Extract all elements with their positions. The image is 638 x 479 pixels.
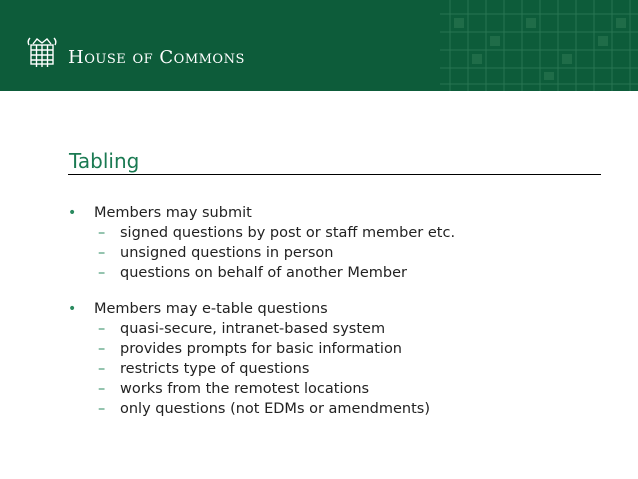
sub-item: – works from the remotest locations [98, 381, 370, 397]
sub-item: – signed questions by post or staff member etc. [98, 225, 456, 241]
slide-body [68, 203, 608, 435]
house-of-commons-wordmark: HOUSE OF COMMONS [68, 47, 245, 68]
bullet-group-submit [68, 203, 608, 283]
dash-icon: – [98, 265, 106, 281]
slide-title: Tabling [69, 149, 140, 173]
dash-icon: – [98, 401, 106, 417]
portcullis-logo-icon [27, 36, 57, 70]
dash-icon: – [98, 245, 106, 261]
bullet-item: • Members may e-table questions [68, 301, 328, 317]
bullet-item: • Members may submit [68, 205, 252, 221]
sub-item: – questions on behalf of another Member [98, 265, 407, 281]
bullet-dot-icon: • [68, 301, 77, 317]
header-band [0, 0, 638, 91]
title-divider [68, 174, 601, 175]
bullet-dot-icon: • [68, 205, 77, 221]
sub-item: – unsigned questions in person [98, 245, 334, 261]
dash-icon: – [98, 225, 106, 241]
dash-icon: – [98, 321, 106, 337]
sub-item: – provides prompts for basic information [98, 341, 402, 357]
dash-icon: – [98, 381, 106, 397]
dash-icon: – [98, 361, 106, 377]
sub-item: – restricts type of questions [98, 361, 310, 377]
sub-item: – quasi-secure, intranet-based system [98, 321, 386, 337]
dash-icon: – [98, 341, 106, 357]
sub-item: – only questions (not EDMs or amendments) [98, 401, 431, 417]
building-texture-image [440, 0, 638, 91]
bullet-group-etable [68, 299, 608, 419]
